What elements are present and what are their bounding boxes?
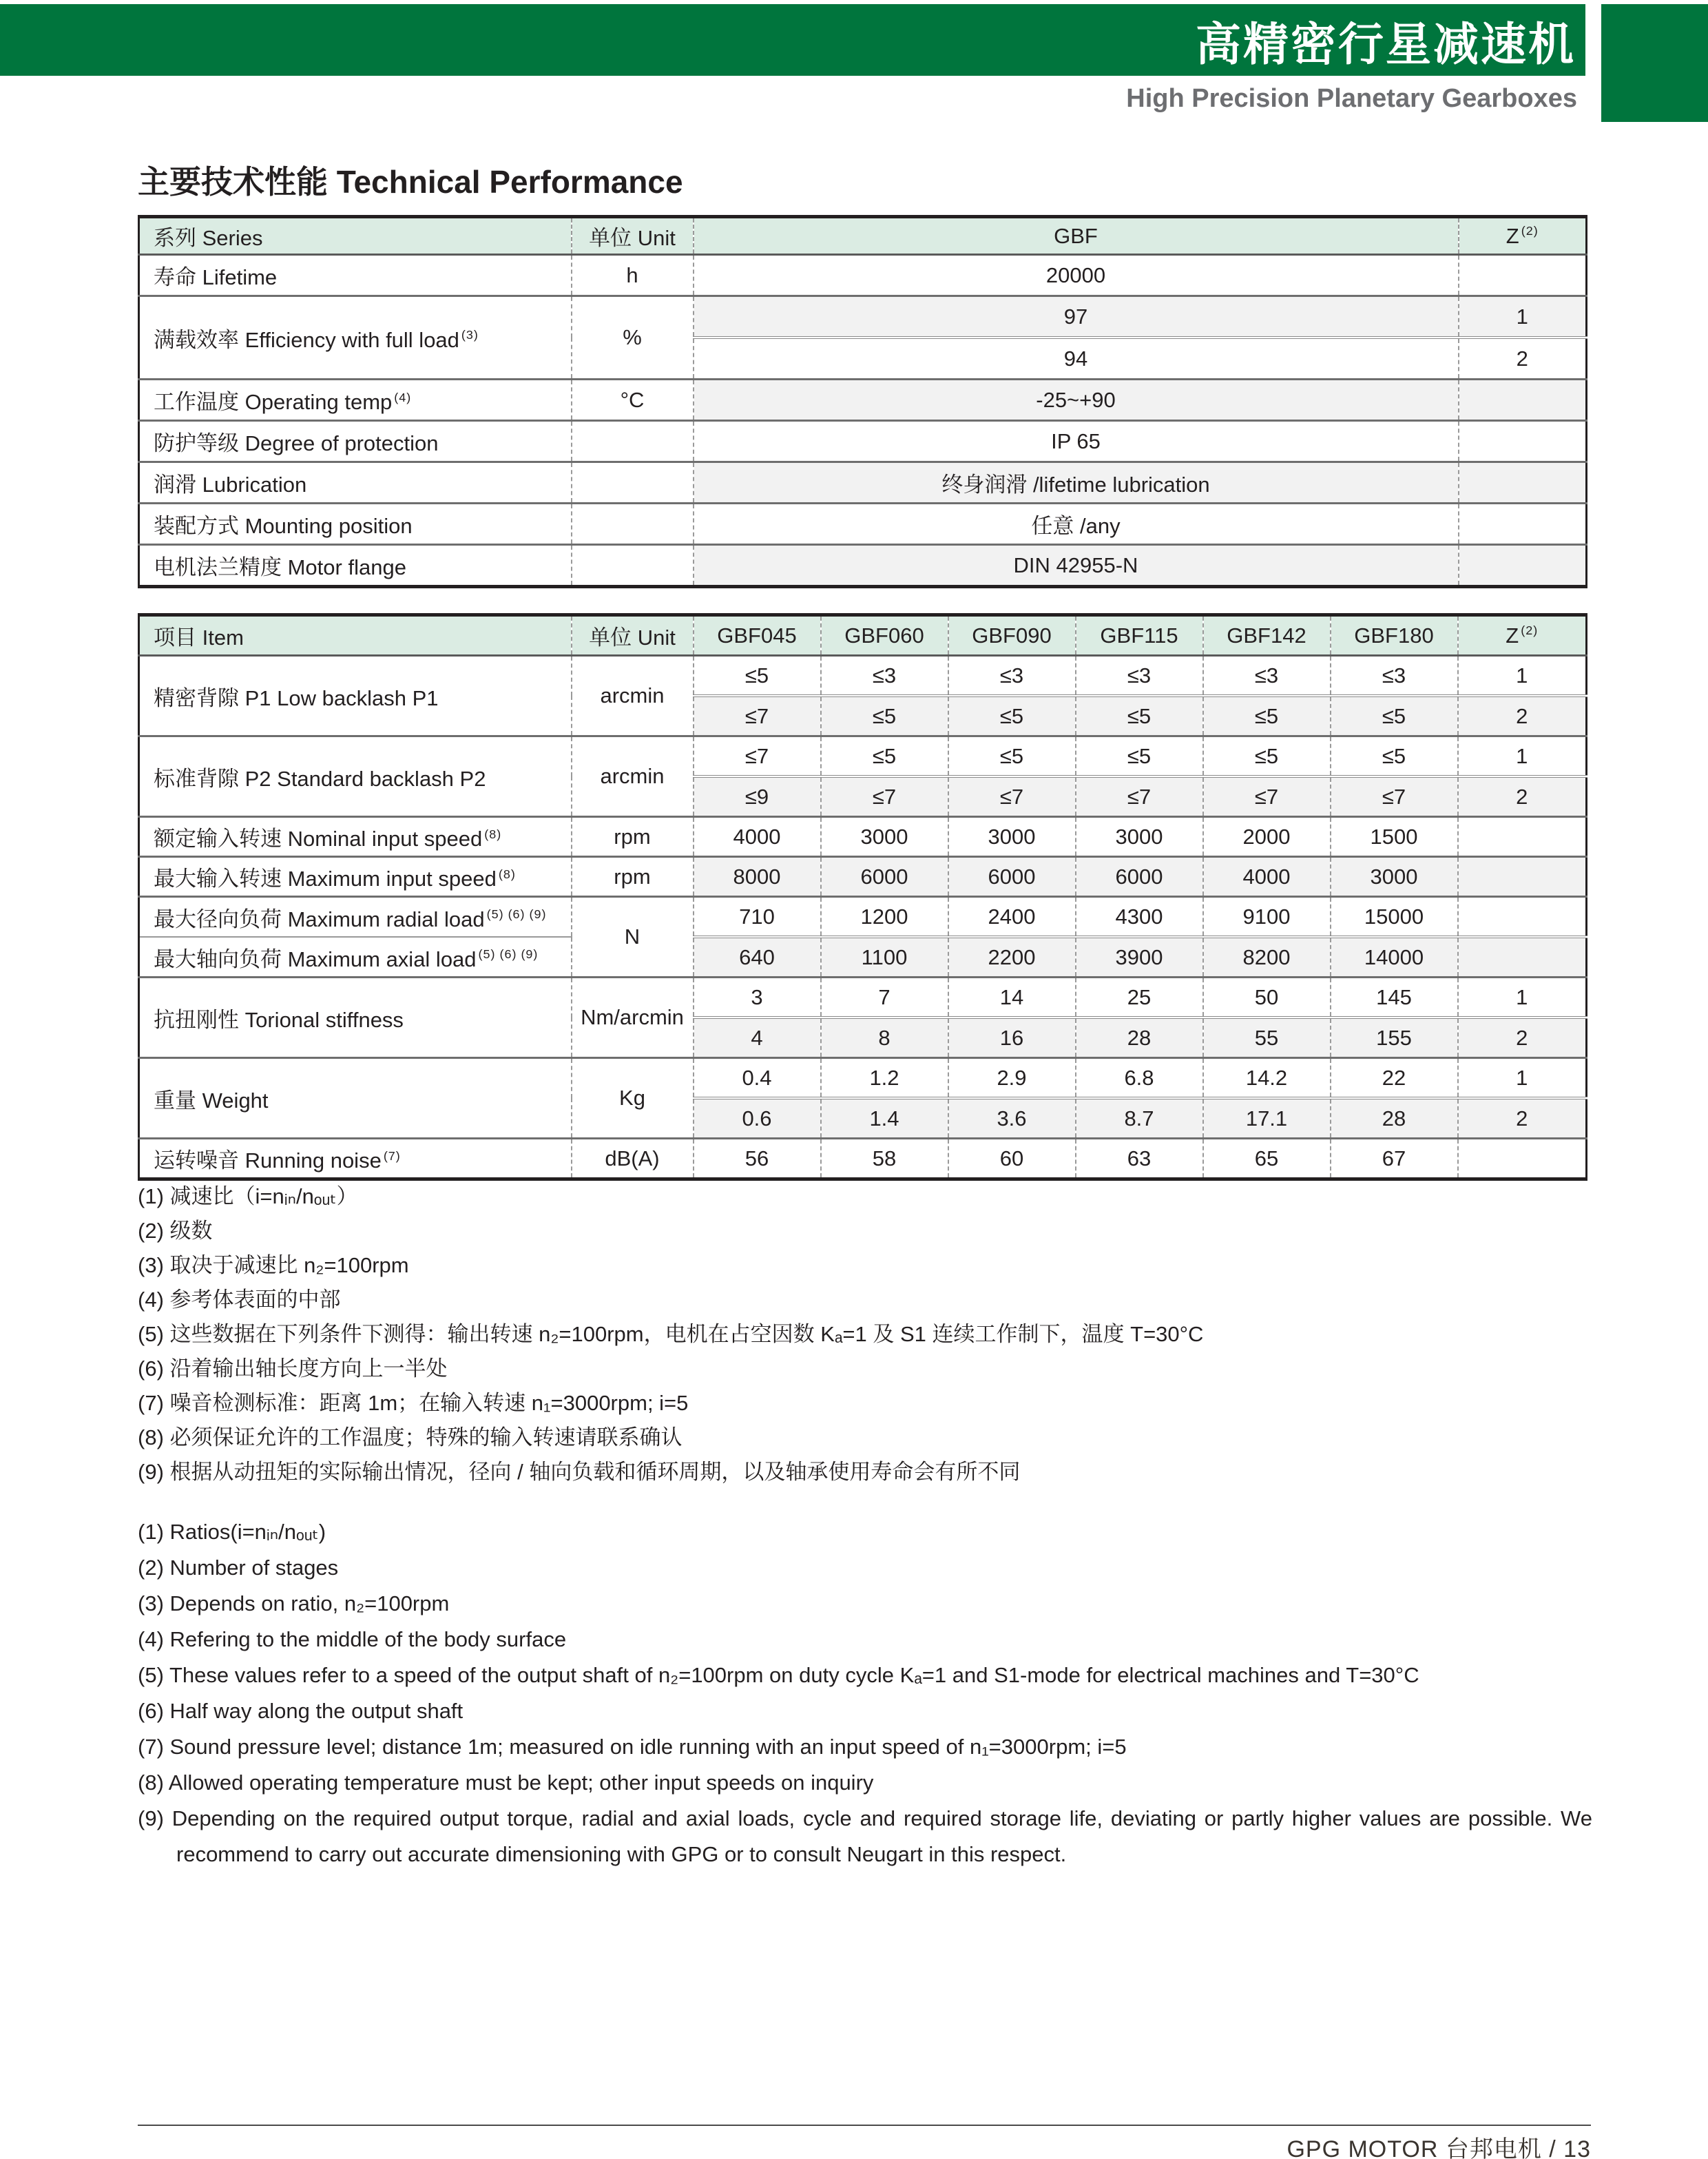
footnote-zh-1: (1) 减速比（i=nᵢₙ/nₒᵤₜ）: [138, 1184, 358, 1208]
value-cell: 3: [694, 978, 821, 1018]
item-cell: [139, 296, 572, 380]
stage-z-cell: [1458, 897, 1587, 938]
value-cell: 16: [948, 1017, 1076, 1058]
value-cell: 1100: [821, 937, 948, 978]
footnote-marker: (7): [383, 1148, 401, 1163]
value-cell: 710: [694, 897, 821, 938]
value-cell: 58: [821, 1139, 948, 1179]
unit-cell: [572, 462, 694, 504]
value-cell: ≤5: [1203, 696, 1331, 736]
value-cell: 2.9: [948, 1058, 1076, 1099]
unit-cell: N: [572, 897, 694, 978]
value-cell: ≤3: [1331, 656, 1458, 696]
value-cell: 25: [1076, 978, 1203, 1018]
value-cell: ≤5: [821, 736, 948, 777]
value-cell: 65: [1203, 1139, 1331, 1179]
table-row: [139, 296, 1587, 338]
footnote-zh-6: (6) 沿着输出轴长度方向上一半处: [138, 1356, 448, 1381]
value-cell: 2000: [1203, 817, 1331, 857]
value-cell: 14: [948, 978, 1076, 1018]
item-cell: [139, 736, 572, 817]
footnote-en-2: (2) Number of stages: [138, 1556, 339, 1580]
table-row: [139, 817, 1587, 857]
value-cell: 145: [1331, 978, 1458, 1018]
table-row: [139, 1139, 1587, 1179]
column-header: [694, 615, 821, 656]
column-header-label: GBF115: [1100, 623, 1178, 648]
value-cell: 14000: [1331, 937, 1458, 978]
value-cell: 14.2: [1203, 1058, 1331, 1099]
value-cell: 6.8: [1076, 1058, 1203, 1099]
item-label: 额定输入转速 Nominal input speed: [154, 827, 483, 851]
value-cell: 94: [694, 338, 1459, 380]
footnote-zh-4: (4) 参考体表面的中部: [138, 1288, 341, 1312]
column-header-label: GBF090: [972, 623, 1052, 648]
stage-z-cell: 2: [1459, 338, 1587, 380]
series-spec-table: [138, 215, 1587, 588]
item-cell: [139, 656, 572, 736]
value-cell: 3000: [948, 817, 1076, 857]
table-row: [139, 978, 1587, 1018]
column-header: [821, 615, 948, 656]
value-cell: ≤5: [948, 736, 1076, 777]
value-cell: 8.7: [1076, 1098, 1203, 1139]
table-row: [139, 255, 1587, 296]
footnote-en-7: (7) Sound pressure level; distance 1m; measured on idle running with an input speed of n₁=3000rpm; i=5: [138, 1735, 1127, 1759]
value-cell: 55: [1203, 1017, 1331, 1058]
value-cell: ≤5: [1076, 696, 1203, 736]
stage-z-cell: 2: [1458, 696, 1587, 736]
value-cell: 97: [694, 296, 1459, 338]
column-header-label: 项目 Item: [154, 626, 244, 650]
footnote-marker: (8): [498, 867, 516, 881]
column-header: [1459, 217, 1587, 255]
item-cell: [139, 380, 572, 421]
item-label: 最大轴向负荷 Maximum axial load: [154, 947, 477, 971]
footnote-marker: (5) (6) (9): [478, 947, 539, 962]
column-header: [572, 217, 694, 255]
footnote-zh-3: (3) 取决于减速比 n₂=100rpm: [138, 1253, 409, 1277]
model-spec-table: [138, 613, 1587, 1181]
table-row: [139, 504, 1587, 545]
stage-z-cell: 2: [1458, 1017, 1587, 1058]
item-label: 电机法兰精度 Motor flange: [154, 555, 406, 579]
stage-z-cell: 1: [1458, 978, 1587, 1018]
item-cell: [139, 421, 572, 462]
item-label: 抗扭刚性 Torional stiffness: [154, 1007, 404, 1032]
value-cell: ≤5: [1076, 736, 1203, 777]
stage-z-cell: [1459, 462, 1587, 504]
footnote-en-3: (3) Depends on ratio, n₂=100rpm: [138, 1591, 450, 1615]
item-label: 最大径向负荷 Maximum radial load: [154, 907, 485, 931]
item-label: 运转噪音 Running noise: [154, 1148, 382, 1173]
value-cell: ≤3: [948, 656, 1076, 696]
footnotes-english: [138, 1514, 1592, 1872]
value-cell: 17.1: [1203, 1098, 1331, 1139]
footnote-marker: (4): [394, 390, 412, 404]
table-row: [139, 421, 1587, 462]
stage-z-cell: 1: [1459, 296, 1587, 338]
stage-z-cell: [1458, 857, 1587, 897]
stage-z-cell: [1459, 504, 1587, 545]
header-row: [139, 615, 1587, 656]
column-header: [139, 615, 572, 656]
value-cell: 4: [694, 1017, 821, 1058]
item-cell: [139, 937, 572, 978]
footnote-marker: (2): [1521, 224, 1539, 238]
table-row: [139, 656, 1587, 696]
table-row: [139, 736, 1587, 777]
column-header-label: 单位 Unit: [589, 226, 676, 250]
value-cell: 7: [821, 978, 948, 1018]
value-cell: ≤7: [948, 776, 1076, 817]
value-cell: ≤7: [694, 736, 821, 777]
stage-z-cell: [1459, 545, 1587, 587]
item-cell: [139, 897, 572, 938]
table-row: [139, 897, 1587, 938]
value-cell: 1500: [1331, 817, 1458, 857]
column-header-label: 单位 Unit: [589, 626, 676, 650]
footnote-zh-9: (9) 根据从动扭矩的实际输出情况，径向 / 轴向负载和循环周期，以及轴承使用寿命会有所不同: [138, 1460, 1021, 1484]
footnote-marker: (8): [484, 827, 502, 841]
footnote-zh-7: (7) 噪音检测标准：距离 1m；在输入转速 n₁=3000rpm; i=5: [138, 1391, 689, 1415]
item-cell: [139, 817, 572, 857]
value-cell: 3.6: [948, 1098, 1076, 1139]
value-cell: 3900: [1076, 937, 1203, 978]
value-cell: 3000: [1076, 817, 1203, 857]
unit-cell: arcmin: [572, 656, 694, 736]
footnote-marker: (2): [1521, 623, 1539, 638]
stage-z-cell: [1459, 421, 1587, 462]
item-label: 满载效率 Efficiency with full load: [154, 327, 459, 352]
value-cell: 20000: [694, 255, 1459, 296]
value-cell: ≤7: [821, 776, 948, 817]
value-cell: 2400: [948, 897, 1076, 938]
footnote-marker: (5) (6) (9): [486, 907, 547, 922]
value-cell: 终身润滑 /lifetime lubrication: [694, 462, 1459, 504]
column-header: [139, 217, 572, 255]
item-label: 润滑 Lubrication: [154, 473, 307, 497]
column-header-label: GBF180: [1354, 623, 1434, 648]
value-cell: 8: [821, 1017, 948, 1058]
item-label: 重量 Weight: [154, 1088, 269, 1113]
unit-cell: [572, 545, 694, 587]
value-cell: ≤7: [1076, 776, 1203, 817]
column-header-label: GBF060: [844, 623, 924, 648]
footnote-marker: (3): [461, 328, 479, 342]
footnotes-chinese: [138, 1179, 1592, 1489]
stage-z-cell: [1458, 817, 1587, 857]
stage-z-cell: 1: [1458, 736, 1587, 777]
table-row: [139, 857, 1587, 897]
item-label: 最大输入转速 Maximum input speed: [154, 867, 497, 891]
page-subtitle-en: High Precision Planetary Gearboxes: [1126, 84, 1577, 113]
item-cell: [139, 504, 572, 545]
unit-cell: h: [572, 255, 694, 296]
value-cell: ≤5: [1331, 736, 1458, 777]
item-label: 精密背隙 P1 Low backlash P1: [154, 685, 439, 710]
table-row: [139, 545, 1587, 587]
value-cell: 任意 /any: [694, 504, 1459, 545]
footnote-en-4: (4) Refering to the middle of the body surface: [138, 1627, 567, 1651]
table-row: [139, 380, 1587, 421]
item-cell: [139, 255, 572, 296]
item-cell: [139, 1139, 572, 1179]
footnote-zh-2: (2) 级数: [138, 1219, 213, 1243]
column-header-label: GBF045: [717, 623, 797, 648]
item-cell: [139, 978, 572, 1058]
item-label: 标准背隙 P2 Standard backlash P2: [154, 766, 486, 791]
value-cell: 3000: [1331, 857, 1458, 897]
page-title-zh: 高精密行星减速机: [1196, 18, 1576, 70]
footnote-zh-5: (5) 这些数据在下列条件下测得：输出转速 n₂=100rpm，电机在占空因数 Kₐ=1 及 S1 连续工作制下，温度 T=30°C: [138, 1322, 1204, 1346]
column-header: [948, 615, 1076, 656]
footer-rule: [138, 2125, 1591, 2126]
value-cell: 3000: [821, 817, 948, 857]
value-cell: 640: [694, 937, 821, 978]
value-cell: 155: [1331, 1017, 1458, 1058]
header-accent-bar: [1601, 4, 1708, 122]
value-cell: 0.6: [694, 1098, 821, 1139]
footnote-zh-8: (8) 必须保证允许的工作温度；特殊的输入转速请联系确认: [138, 1425, 683, 1449]
item-label: 防护等级 Degree of protection: [154, 431, 439, 455]
value-cell: 67: [1331, 1139, 1458, 1179]
column-header: [1331, 615, 1458, 656]
stage-z-cell: [1458, 937, 1587, 978]
value-cell: 50: [1203, 978, 1331, 1018]
value-cell: ≤5: [1203, 736, 1331, 777]
value-cell: ≤3: [821, 656, 948, 696]
table-row: [139, 462, 1587, 504]
value-cell: ≤3: [1203, 656, 1331, 696]
column-header: [572, 615, 694, 656]
item-cell: [139, 1058, 572, 1139]
value-cell: ≤9: [694, 776, 821, 817]
footnote-en-1: (1) Ratios(i=nᵢₙ/nₒᵤₜ): [138, 1520, 326, 1544]
unit-cell: [572, 504, 694, 545]
value-cell: -25~+90: [694, 380, 1459, 421]
value-cell: 6000: [948, 857, 1076, 897]
table-row: [139, 1058, 1587, 1099]
value-cell: ≤5: [694, 656, 821, 696]
value-cell: 4300: [1076, 897, 1203, 938]
value-cell: ≤5: [1331, 696, 1458, 736]
value-cell: ≤5: [948, 696, 1076, 736]
item-label: 寿命 Lifetime: [154, 265, 278, 289]
stage-z-cell: 2: [1458, 776, 1587, 817]
stage-z-cell: 1: [1458, 656, 1587, 696]
item-cell: [139, 857, 572, 897]
value-cell: ≤5: [821, 696, 948, 736]
item-cell: [139, 545, 572, 587]
column-header-label: Z: [1506, 223, 1519, 248]
header-banner: [0, 4, 1585, 76]
column-header-label: 系列 Series: [154, 226, 263, 250]
header-row: [139, 217, 1587, 255]
unit-cell: Kg: [572, 1058, 694, 1139]
table-row: [139, 937, 1587, 978]
unit-cell: Nm/arcmin: [572, 978, 694, 1058]
item-cell: [139, 462, 572, 504]
value-cell: 15000: [1331, 897, 1458, 938]
footer-text: GPG MOTOR 台邦电机 / 13: [1287, 2136, 1591, 2159]
value-cell: ≤7: [694, 696, 821, 736]
item-label: 工作温度 Operating temp: [154, 390, 393, 414]
unit-cell: rpm: [572, 817, 694, 857]
value-cell: 28: [1331, 1098, 1458, 1139]
section-title: 主要技术性能 Technical Performance: [138, 164, 683, 200]
column-header: [694, 217, 1459, 255]
value-cell: 0.4: [694, 1058, 821, 1099]
stage-z-cell: [1459, 380, 1587, 421]
unit-cell: arcmin: [572, 736, 694, 817]
value-cell: IP 65: [694, 421, 1459, 462]
item-label: 装配方式 Mounting position: [154, 514, 413, 538]
footnote-en-6: (6) Half way along the output shaft: [138, 1699, 464, 1723]
unit-cell: rpm: [572, 857, 694, 897]
column-header: [1076, 615, 1203, 656]
value-cell: 6000: [1076, 857, 1203, 897]
unit-cell: %: [572, 296, 694, 380]
footnote-en-8: (8) Allowed operating temperature must be kept; other input speeds on inquiry: [138, 1770, 874, 1795]
value-cell: 1200: [821, 897, 948, 938]
stage-z-cell: 2: [1458, 1098, 1587, 1139]
value-cell: 4000: [1203, 857, 1331, 897]
value-cell: 8000: [694, 857, 821, 897]
unit-cell: dB(A): [572, 1139, 694, 1179]
footnote-en-5: (5) These values refer to a speed of the output shaft of n₂=100rpm on duty cycle Kₐ=1 and S1-mode for electrical machines and T=30°C: [138, 1663, 1419, 1687]
unit-cell: °C: [572, 380, 694, 421]
value-cell: 9100: [1203, 897, 1331, 938]
column-header: [1203, 615, 1331, 656]
value-cell: 22: [1331, 1058, 1458, 1099]
value-cell: 2200: [948, 937, 1076, 978]
value-cell: 60: [948, 1139, 1076, 1179]
value-cell: 4000: [694, 817, 821, 857]
value-cell: DIN 42955-N: [694, 545, 1459, 587]
unit-cell: [572, 421, 694, 462]
column-header-label: GBF: [1054, 223, 1098, 248]
value-cell: 28: [1076, 1017, 1203, 1058]
stage-z-cell: [1459, 255, 1587, 296]
value-cell: ≤7: [1331, 776, 1458, 817]
column-header-label: Z: [1506, 623, 1519, 648]
value-cell: ≤7: [1203, 776, 1331, 817]
value-cell: 56: [694, 1139, 821, 1179]
value-cell: 8200: [1203, 937, 1331, 978]
value-cell: 1.4: [821, 1098, 948, 1139]
footnote-en-9: (9) Depending on the required output torque, radial and axial loads, cycle and required storage life, deviating or partly higher values are possible. We recommend to carry out accurate dimensioning with GPG or to consult Neugart in this respect.: [138, 1806, 1592, 1866]
stage-z-cell: 1: [1458, 1058, 1587, 1099]
value-cell: ≤3: [1076, 656, 1203, 696]
column-header: [1458, 615, 1587, 656]
value-cell: 6000: [821, 857, 948, 897]
column-header-label: GBF142: [1227, 623, 1306, 648]
value-cell: 63: [1076, 1139, 1203, 1179]
stage-z-cell: [1458, 1139, 1587, 1179]
value-cell: 1.2: [821, 1058, 948, 1099]
